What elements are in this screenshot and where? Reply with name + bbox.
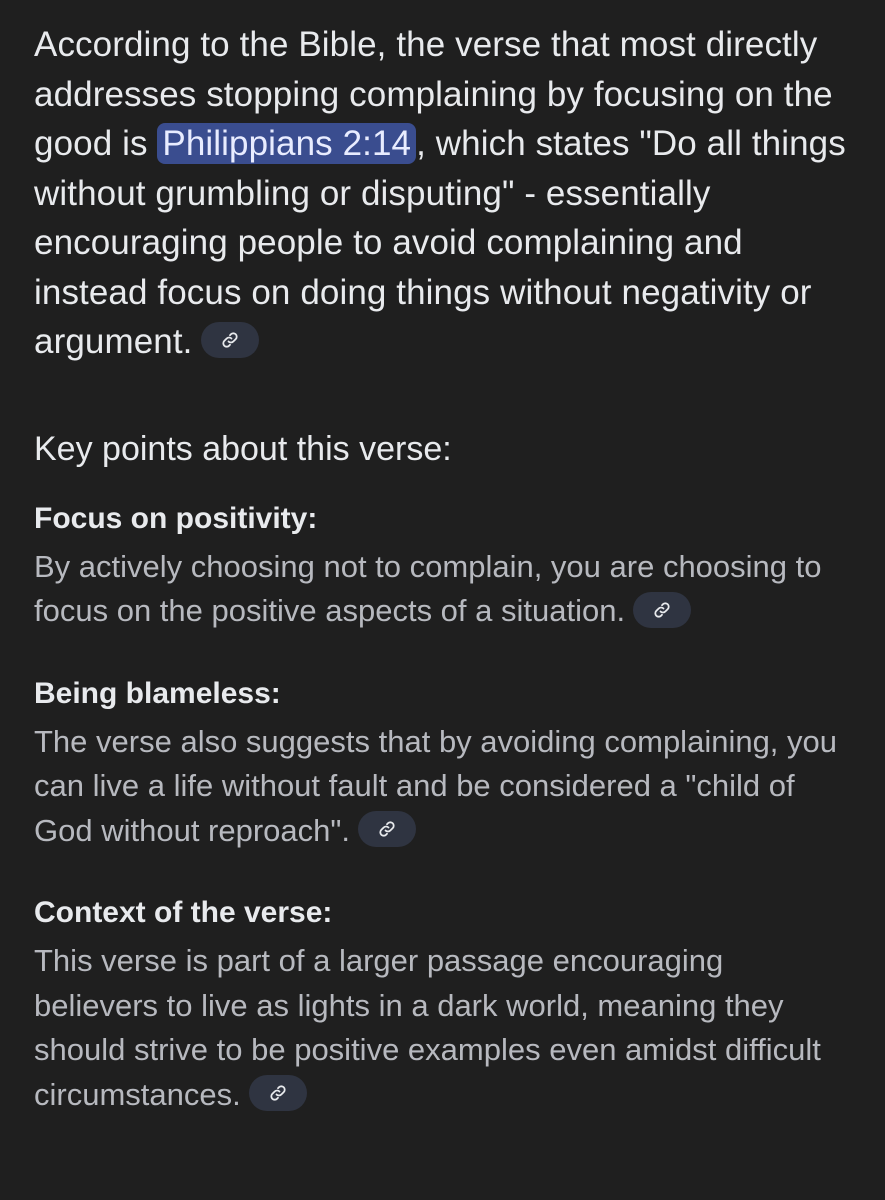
- intro-text-before: According to the Bible, the verse that most directly addresses stopping complaining by focusing on the good is: [34, 25, 833, 163]
- link-icon: [378, 820, 396, 838]
- source-link-chip[interactable]: [249, 1075, 307, 1111]
- intro-paragraph: [34, 20, 851, 367]
- source-link-chip[interactable]: [633, 592, 691, 628]
- link-icon: [269, 1084, 287, 1102]
- point-body-text: The verse also suggests that by avoiding complaining, you can live a life without fault and be considered a "child of God without reproach".: [34, 723, 838, 848]
- link-icon: [221, 331, 239, 349]
- point-title: Focus on positivity:: [34, 501, 318, 535]
- point-body: [34, 545, 851, 634]
- source-link-chip[interactable]: [201, 322, 259, 358]
- point-title: Context of the verse:: [34, 896, 333, 929]
- point-body: [34, 939, 851, 1117]
- source-link-chip[interactable]: [358, 811, 416, 847]
- verse-reference-link[interactable]: Philippians 2:14: [157, 123, 416, 164]
- intro-text-after: , which states "Do all things without grumbling or disputing" - essentially encouraging people to avoid complaining and instead focus on doing things without negativity or argument.: [34, 124, 846, 361]
- point-body-text: This verse is part of a larger passage encouraging believers to live as lights in a dark world, meaning they should strive to be positive examples even amidst difficult circumstances.: [34, 943, 821, 1112]
- link-icon: [653, 601, 671, 619]
- point-body-text: By actively choosing not to complain, you are choosing to focus on the positive aspects of a situation.: [34, 548, 822, 628]
- point-title: Being blameless:: [34, 676, 281, 710]
- key-points-heading: Key points about this verse:: [34, 429, 452, 468]
- point-body: [34, 720, 851, 854]
